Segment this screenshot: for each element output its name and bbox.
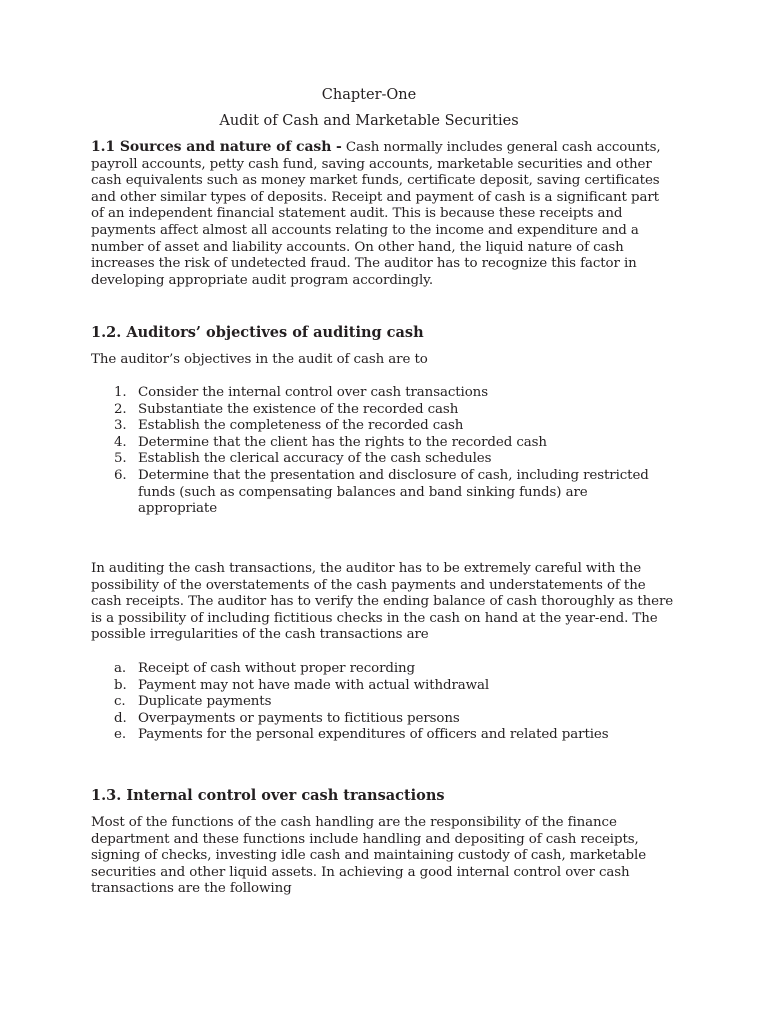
paragraph-line: cash receipts. The auditor has to verify the ending balance of cash thoroughly as there bbox=[91, 594, 674, 610]
paragraph-line: signing of checks, investing idle cash and maintaining custody of cash, marketable bbox=[91, 848, 647, 864]
section-1-3-heading: 1.3. Internal control over cash transactions bbox=[91, 787, 445, 804]
paragraph-line: 1.1 Sources and nature of cash - Cash normally includes general cash accounts, bbox=[91, 139, 661, 155]
paragraph-line: payroll accounts, petty cash fund, saving accounts, marketable securities and other bbox=[91, 156, 652, 172]
irregularities-paragraph bbox=[91, 561, 674, 644]
section-1-1-heading: 1.1 Sources and nature of cash - bbox=[91, 139, 342, 155]
section-1-2-heading: 1.2. Auditors’ objectives of auditing cash bbox=[91, 324, 424, 341]
paragraph-line: possibility of the overstatements of the cash payments and understatements of the bbox=[91, 577, 646, 593]
list-item: 3. Establish the completeness of the recorded cash bbox=[114, 418, 464, 434]
paragraph-line: In auditing the cash transactions, the auditor has to be extremely careful with the bbox=[91, 561, 642, 576]
list-item: 5. Establish the clerical accuracy of the cash schedules bbox=[114, 451, 492, 467]
chapter-label: Chapter-One bbox=[321, 87, 417, 103]
objectives-intro: The auditor’s objectives in the audit of cash are to bbox=[91, 352, 428, 367]
paragraph-line: securities and other liquid assets. In achieving a good internal control over cash bbox=[91, 864, 630, 880]
paragraph-line: possible irregularities of the cash transactions are bbox=[91, 627, 429, 643]
list-item: c. Duplicate payments bbox=[114, 694, 272, 710]
irregularities-list bbox=[91, 661, 671, 744]
paragraph-line: is a possibility of including fictitious checks in the cash on hand at the year-end. The bbox=[91, 610, 658, 626]
list-item: e. Payments for the personal expenditures of officers and related parties bbox=[114, 727, 609, 743]
paragraph-line: of an independent financial statement audit. This is because these receipts and bbox=[91, 206, 623, 222]
list-item: 4. Determine that the client has the rights to the recorded cash bbox=[114, 434, 547, 450]
chapter-title: Audit of Cash and Marketable Securities bbox=[219, 113, 519, 129]
paragraph-line: payments affect almost all accounts relating to the income and expenditure and a bbox=[91, 222, 639, 238]
section-1-1-paragraph bbox=[91, 139, 671, 289]
list-item: 1. Consider the internal control over cash transactions bbox=[114, 385, 488, 400]
list-item: 6. Determine that the presentation and disclosure of cash, including restricted funds (such as compensating balances and band sinking funds) are appropriate bbox=[114, 467, 649, 517]
paragraph-line: Most of the functions of the cash handling are the responsibility of the finance bbox=[91, 815, 617, 830]
paragraph-line: department and these functions include handling and depositing of cash receipts, bbox=[91, 831, 639, 847]
objectives-list bbox=[91, 385, 671, 518]
paragraph-line: increases the risk of undetected fraud. The auditor has to recognize this factor in bbox=[91, 256, 637, 272]
paragraph-line: number of asset and liability accounts. On other hand, the liquid nature of cash bbox=[91, 239, 624, 255]
list-item: d. Overpayments or payments to fictitious persons bbox=[114, 710, 460, 726]
paragraph-line: transactions are the following bbox=[91, 881, 292, 897]
list-item: a. Receipt of cash without proper recording bbox=[114, 661, 416, 676]
section-1-3-paragraph bbox=[91, 815, 671, 898]
list-item: 2. Substantiate the existence of the recorded cash bbox=[114, 401, 459, 417]
paragraph-line: and other similar types of deposits. Receipt and payment of cash is a significant part bbox=[91, 189, 659, 205]
list-item: b. Payment may not have made with actual withdrawal bbox=[114, 677, 490, 693]
paragraph-line: developing appropriate audit program accordingly. bbox=[91, 272, 433, 288]
paragraph-line: cash equivalents such as money market funds, certificate deposit, saving certificates bbox=[91, 173, 660, 189]
